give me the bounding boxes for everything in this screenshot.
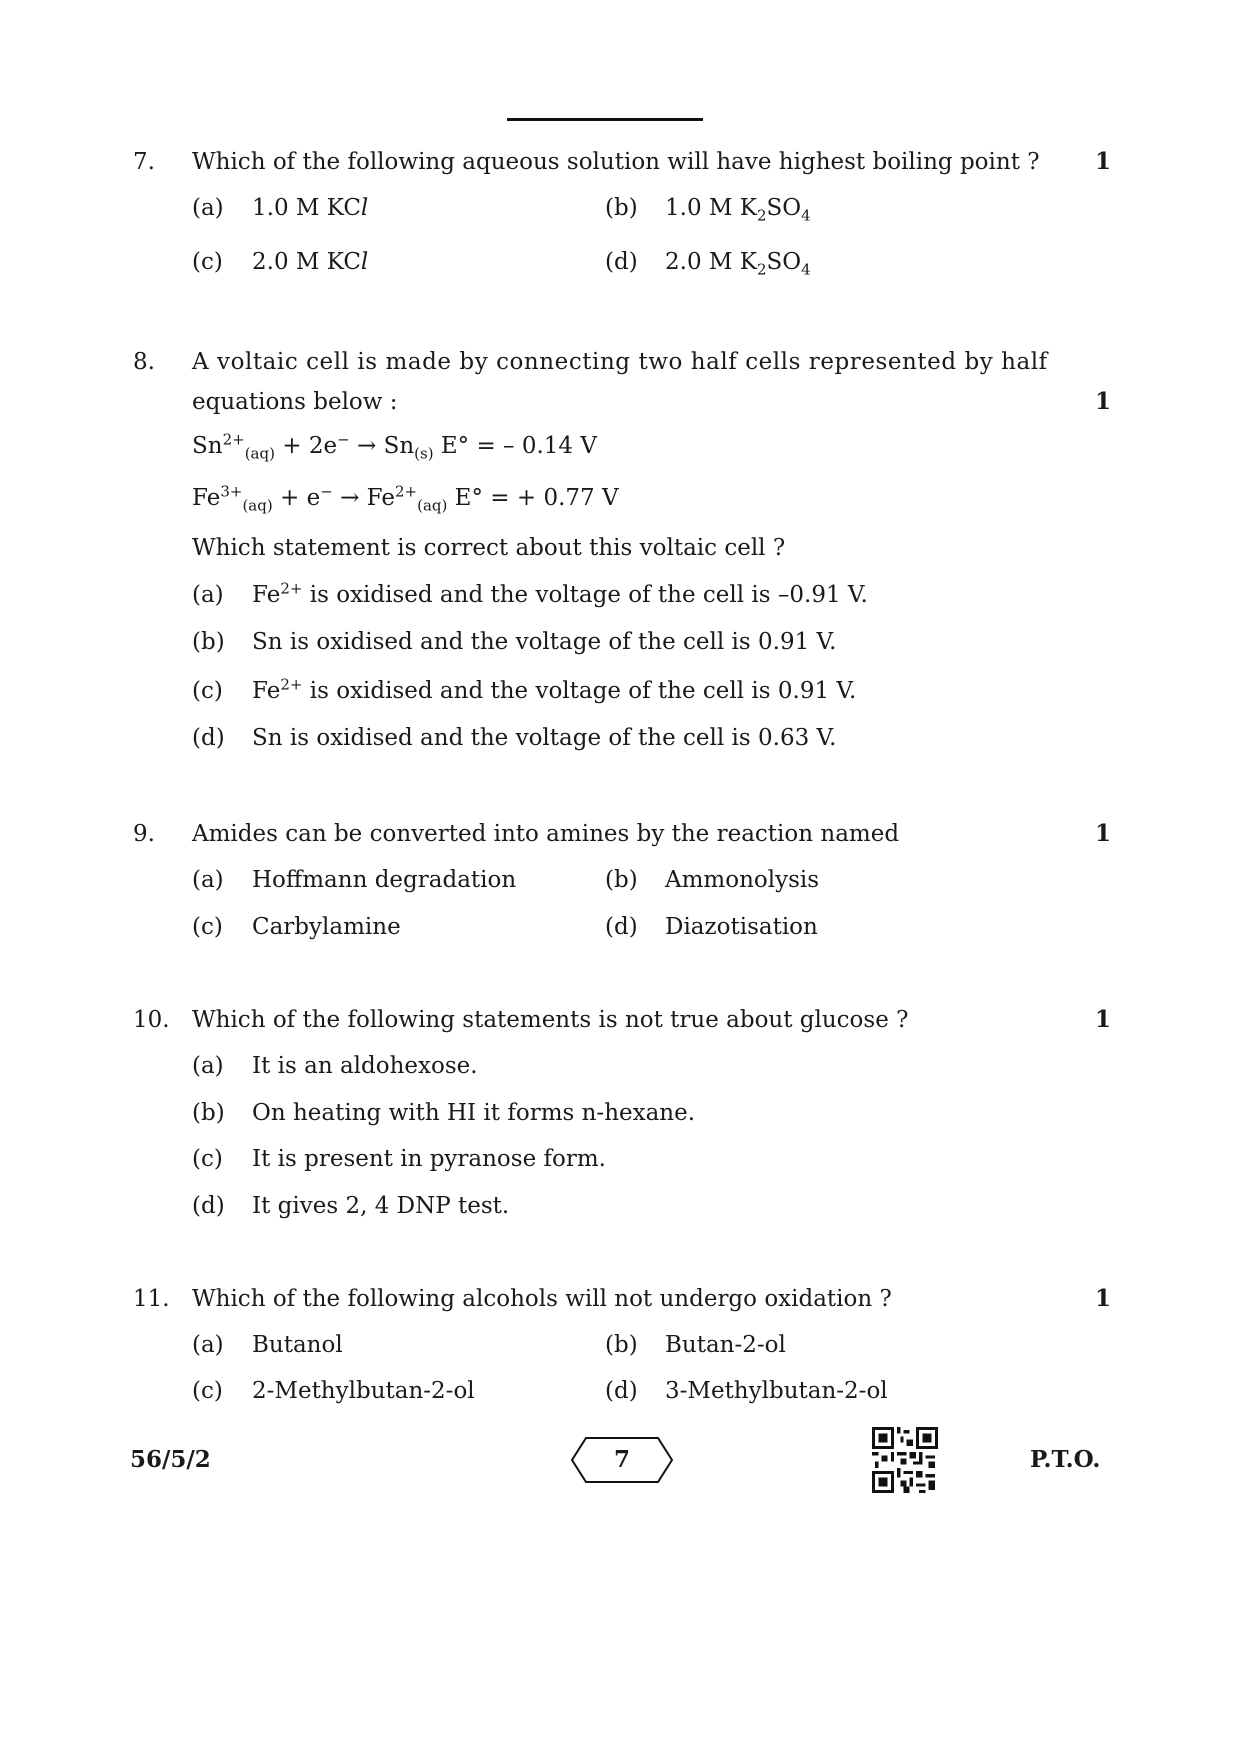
option-text: It gives 2, 4 DNP test.: [252, 1193, 510, 1219]
option-text: Hoffmann degradation: [252, 867, 517, 893]
option-text: Butan-2-ol: [665, 1332, 786, 1358]
option-label: (d): [605, 1378, 638, 1404]
paper-code: 56/5/2: [130, 1446, 211, 1473]
question-10: [0, 1000, 1241, 1219]
option-text: Ammonolysis: [665, 867, 820, 893]
qr-code-icon: [872, 1427, 938, 1493]
question-8: [0, 342, 1241, 751]
option-text: Sn is oxidised and the voltage of the cell is 0.63 V.: [252, 725, 837, 751]
page-footer: [0, 1435, 1241, 1495]
marks: 1: [1095, 820, 1112, 847]
page-number: 7: [613, 1446, 630, 1473]
option-text: $Fe^{2+}$ is oxidised and the voltage of the cell is –0.91 V.: [252, 579, 868, 608]
option-text: 2-Methylbutan-2-ol: [252, 1378, 475, 1404]
option-label: (c): [192, 678, 223, 704]
half-equation-2: $Fe^{3+}_{(aq)} + e^- \to Fe^{2+}_{(aq)}$ E° = + 0.77 V: [192, 482, 619, 515]
option-text: $Fe^{2+}$ is oxidised and the voltage of the cell is 0.91 V.: [252, 675, 857, 704]
option-text: 2.0 M KCl: [252, 249, 369, 275]
option-label: (c): [192, 1146, 223, 1172]
marks: 1: [1095, 1006, 1112, 1033]
question-number: 11.: [133, 1286, 170, 1312]
top-rule: [507, 118, 703, 121]
marks: 1: [1095, 148, 1112, 175]
question-text-line1: A voltaic cell is made by connecting two half cells represented by half: [192, 349, 1048, 375]
option-label: (c): [192, 249, 223, 275]
option-label: (c): [192, 1378, 223, 1404]
option-label: (a): [192, 195, 224, 221]
question-9: [0, 814, 1241, 940]
question-text: Amides can be converted into amines by the reaction named: [192, 821, 900, 847]
option-label: (d): [192, 725, 225, 751]
option-label: (b): [192, 629, 225, 655]
half-equation-1: $Sn^{2+}_{(aq)} + 2e^- \to Sn_{(s)}$ E° = – 0.14 V: [192, 430, 597, 463]
page-number-badge: [570, 1435, 674, 1485]
option-label: (b): [605, 1332, 638, 1358]
option-label: (a): [192, 1053, 224, 1079]
option-text: Carbylamine: [252, 914, 401, 940]
option-label: (d): [605, 249, 638, 275]
question-7: [0, 142, 1241, 279]
option-text: 1.0 M KCl: [252, 195, 369, 221]
sub-question: Which statement is correct about this voltaic cell ?: [192, 535, 786, 561]
option-text: Sn is oxidised and the voltage of the cell is 0.91 V.: [252, 629, 837, 655]
option-text: 2.0 M $K_2SO_4$: [665, 249, 811, 279]
option-label: (a): [192, 867, 224, 893]
option-label: (a): [192, 1332, 224, 1358]
option-label: (b): [605, 867, 638, 893]
question-number: 10.: [133, 1007, 170, 1033]
question-text: Which of the following alcohols will not undergo oxidation ?: [192, 1286, 892, 1312]
option-label: (c): [192, 914, 223, 940]
option-label: (b): [605, 195, 638, 221]
option-text: 1.0 M $K_2SO_4$: [665, 195, 811, 225]
question-text-line2: equations below :: [192, 389, 398, 415]
option-label: (d): [192, 1193, 225, 1219]
question-number: 8.: [133, 349, 155, 375]
marks: 1: [1095, 388, 1112, 415]
option-text: Diazotisation: [665, 914, 818, 940]
option-label: (a): [192, 582, 224, 608]
option-text: On heating with HI it forms n-hexane.: [252, 1100, 696, 1126]
please-turn-over: P.T.O.: [1030, 1446, 1101, 1473]
option-text: It is present in pyranose form.: [252, 1146, 606, 1172]
option-text: Butanol: [252, 1332, 343, 1358]
option-label: (d): [605, 914, 638, 940]
question-text: Which of the following statements is not true about glucose ?: [192, 1007, 909, 1033]
marks: 1: [1095, 1285, 1112, 1312]
question-number: 9.: [133, 821, 155, 847]
option-label: (b): [192, 1100, 225, 1126]
question-number: 7.: [133, 149, 155, 175]
option-text: 3-Methylbutan-2-ol: [665, 1378, 888, 1404]
question-11: [0, 1279, 1241, 1404]
option-text: It is an aldohexose.: [252, 1053, 478, 1079]
question-text: Which of the following aqueous solution will have highest boiling point ?: [192, 149, 1040, 175]
